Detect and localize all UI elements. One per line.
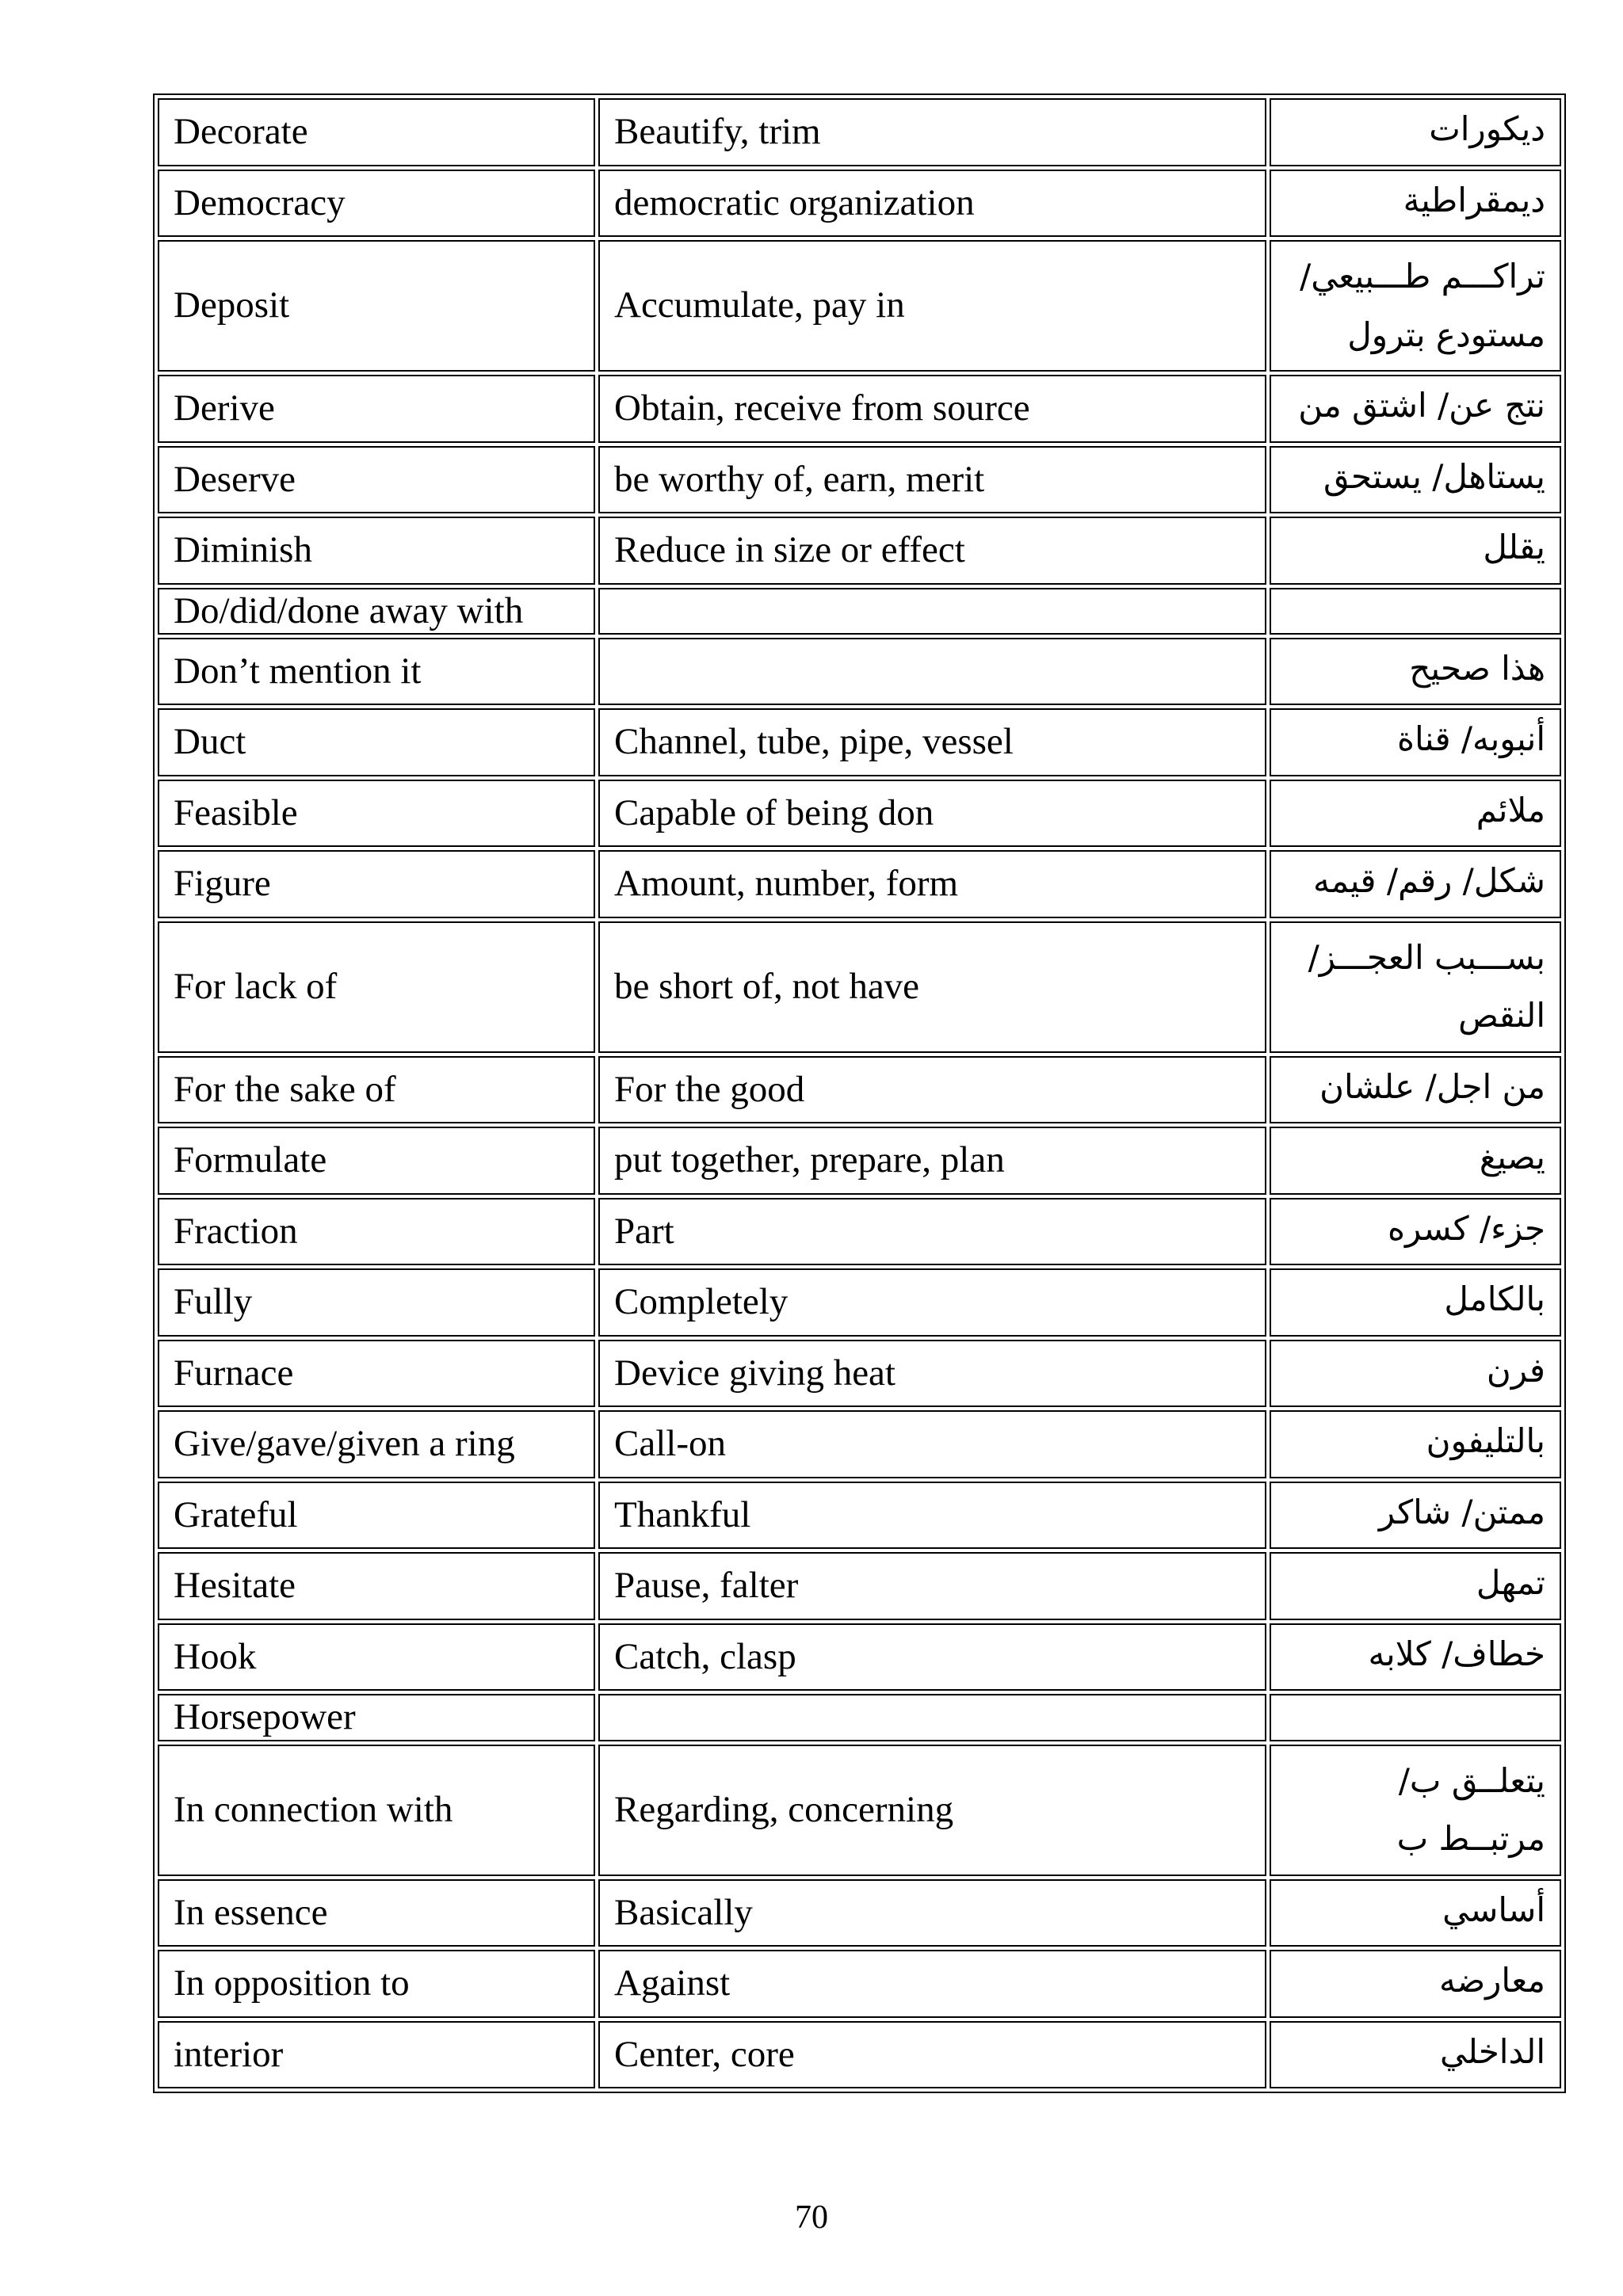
arabic-cell: يستاهل/ يستحق — [1270, 446, 1561, 514]
meaning-cell: put together, prepare, plan — [598, 1127, 1266, 1195]
term-cell: Derive — [158, 375, 595, 443]
arabic-cell: ديكورات — [1270, 98, 1561, 166]
table-row — [158, 98, 1561, 166]
arabic-cell: أساسي — [1270, 1879, 1561, 1947]
meaning-cell: Pause, falter — [598, 1552, 1266, 1620]
meaning-cell: Accumulate, pay in — [598, 240, 1266, 372]
term-cell: In opposition to — [158, 1950, 595, 2018]
table-row — [158, 170, 1561, 238]
term-cell: Deserve — [158, 446, 595, 514]
meaning-cell: Against — [598, 1950, 1266, 2018]
term-cell: Feasible — [158, 780, 595, 848]
table-row — [158, 517, 1561, 585]
arabic-cell: هذا صحيح — [1270, 638, 1561, 706]
table-row — [158, 1950, 1561, 2018]
meaning-cell: Thankful — [598, 1482, 1266, 1550]
term-cell: Don’t mention it — [158, 638, 595, 706]
arabic-cell — [1270, 1694, 1561, 1741]
meaning-cell: Part — [598, 1198, 1266, 1266]
table-row — [158, 638, 1561, 706]
vocabulary-table — [153, 93, 1566, 2093]
table-row — [158, 1879, 1561, 1947]
term-cell: Formulate — [158, 1127, 595, 1195]
arabic-cell: ديمقراطية — [1270, 170, 1561, 238]
table-row — [158, 1745, 1561, 1876]
meaning-cell: democratic organization — [598, 170, 1266, 238]
arabic-cell: من اجل/ علشان — [1270, 1056, 1561, 1124]
arabic-cell: ممتن/ شاكر — [1270, 1482, 1561, 1550]
meaning-cell: Basically — [598, 1879, 1266, 1947]
term-cell: Grateful — [158, 1482, 595, 1550]
arabic-cell: يصيغ — [1270, 1127, 1561, 1195]
term-cell: Give/gave/given a ring — [158, 1410, 595, 1478]
term-cell: Duct — [158, 708, 595, 776]
term-cell: For the sake of — [158, 1056, 595, 1124]
meaning-cell — [598, 1694, 1266, 1741]
term-cell: In connection with — [158, 1745, 595, 1876]
term-cell: Hesitate — [158, 1552, 595, 1620]
meaning-cell: be worthy of, earn, merit — [598, 446, 1266, 514]
table-row — [158, 240, 1561, 372]
table-row — [158, 921, 1561, 1053]
table-row — [158, 446, 1561, 514]
arabic-cell: خطاف/ كلابه — [1270, 1623, 1561, 1691]
meaning-cell — [598, 588, 1266, 635]
term-cell: Deposit — [158, 240, 595, 372]
page-number: 70 — [795, 2199, 828, 2236]
meaning-cell: Center, core — [598, 2021, 1266, 2089]
meaning-cell: Beautify, trim — [598, 98, 1266, 166]
arabic-cell: بســـبب العجـــز/ النقص — [1270, 921, 1561, 1053]
meaning-cell: Catch, clasp — [598, 1623, 1266, 1691]
meaning-cell: Device giving heat — [598, 1340, 1266, 1408]
arabic-cell: شكل/ رقم/ قيمه — [1270, 850, 1561, 918]
arabic-cell: بالتليفون — [1270, 1410, 1561, 1478]
table-row — [158, 588, 1561, 635]
term-cell: Do/did/done away with — [158, 588, 595, 635]
term-cell: Democracy — [158, 170, 595, 238]
arabic-cell: ملائم — [1270, 780, 1561, 848]
meaning-cell: Obtain, receive from source — [598, 375, 1266, 443]
arabic-cell: أنبوبه/ قناة — [1270, 708, 1561, 776]
table-row — [158, 1623, 1561, 1691]
term-cell: interior — [158, 2021, 595, 2089]
arabic-cell: تراكـــم طـــبيعي/ مستودع بترول — [1270, 240, 1561, 372]
arabic-cell: بالكامل — [1270, 1268, 1561, 1337]
table-row — [158, 1482, 1561, 1550]
table-row — [158, 1410, 1561, 1478]
arabic-cell: الداخلي — [1270, 2021, 1561, 2089]
meaning-cell — [598, 638, 1266, 706]
meaning-cell: Call-on — [598, 1410, 1266, 1478]
arabic-cell: تمهل — [1270, 1552, 1561, 1620]
meaning-cell: be short of, not have — [598, 921, 1266, 1053]
table-row — [158, 780, 1561, 848]
table-row — [158, 708, 1561, 776]
term-cell: Furnace — [158, 1340, 595, 1408]
term-cell: Hook — [158, 1623, 595, 1691]
meaning-cell: Reduce in size or effect — [598, 517, 1266, 585]
table-row — [158, 1340, 1561, 1408]
table-row — [158, 850, 1561, 918]
term-cell: For lack of — [158, 921, 595, 1053]
meaning-cell: Capable of being don — [598, 780, 1266, 848]
arabic-cell: نتج عن/ اشتق من — [1270, 375, 1561, 443]
arabic-cell: معارضه — [1270, 1950, 1561, 2018]
table-row — [158, 1268, 1561, 1337]
vocabulary-table-body — [158, 98, 1561, 2088]
term-cell: Fully — [158, 1268, 595, 1337]
table-row — [158, 1198, 1561, 1266]
table-row — [158, 2021, 1561, 2089]
term-cell: Horsepower — [158, 1694, 595, 1741]
table-row — [158, 375, 1561, 443]
table-row — [158, 1552, 1561, 1620]
meaning-cell: Amount, number, form — [598, 850, 1266, 918]
arabic-cell: يقلل — [1270, 517, 1561, 585]
term-cell: Decorate — [158, 98, 595, 166]
term-cell: Diminish — [158, 517, 595, 585]
term-cell: Fraction — [158, 1198, 595, 1266]
arabic-cell: يتعلــق ب/ مرتبــط ب — [1270, 1745, 1561, 1876]
meaning-cell: Completely — [598, 1268, 1266, 1337]
term-cell: In essence — [158, 1879, 595, 1947]
term-cell: Figure — [158, 850, 595, 918]
arabic-cell — [1270, 588, 1561, 635]
arabic-cell: جزء/ كسره — [1270, 1198, 1561, 1266]
meaning-cell: Regarding, concerning — [598, 1745, 1266, 1876]
meaning-cell: Channel, tube, pipe, vessel — [598, 708, 1266, 776]
meaning-cell: For the good — [598, 1056, 1266, 1124]
table-row — [158, 1056, 1561, 1124]
table-row — [158, 1127, 1561, 1195]
arabic-cell: فرن — [1270, 1340, 1561, 1408]
table-row — [158, 1694, 1561, 1741]
